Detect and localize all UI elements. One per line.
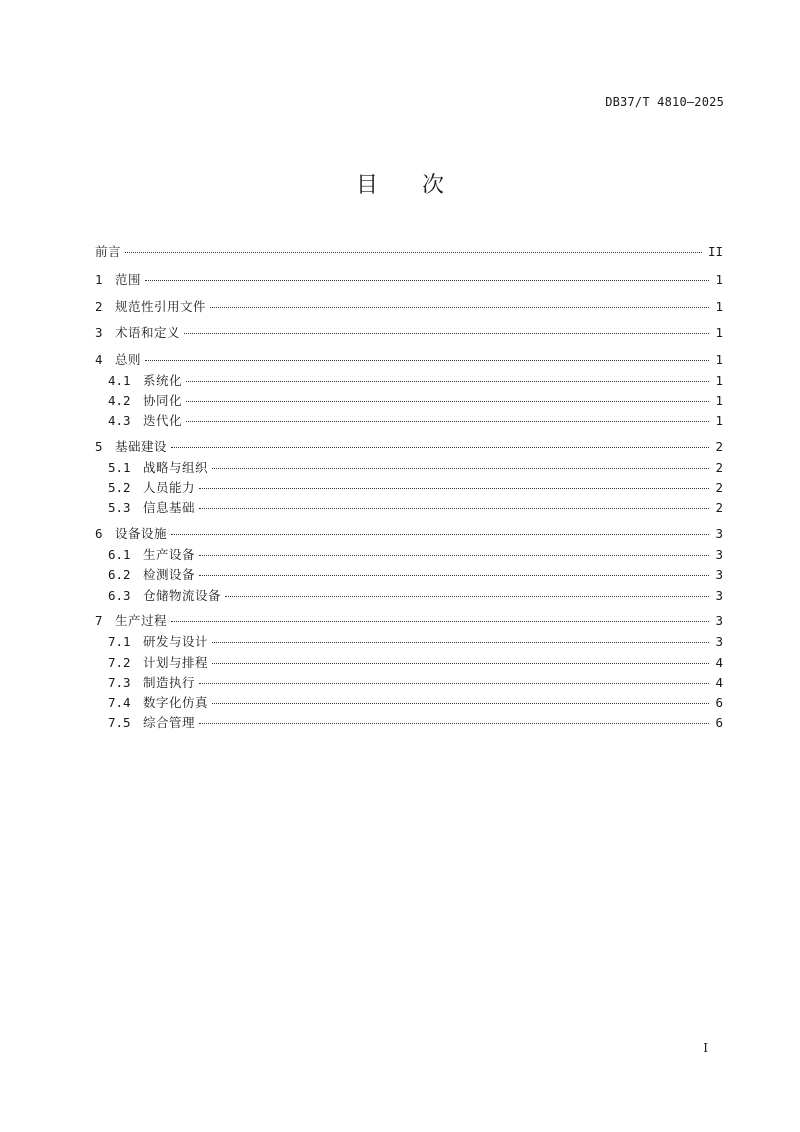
toc-entry-page: 2 <box>715 500 723 515</box>
toc-entry-page: 1 <box>715 373 723 388</box>
toc-entry-page: 3 <box>715 613 723 628</box>
toc-entry-number: 5.3 <box>108 500 131 515</box>
toc-dot-leader <box>210 307 709 308</box>
page-title-char-1: 目 <box>355 173 378 198</box>
toc-entry-label: 迭代化 <box>143 413 183 428</box>
toc-entry-1[interactable] <box>95 272 723 288</box>
toc-entry-page: 3 <box>715 567 723 582</box>
toc-entry-label: 基础建设 <box>115 439 168 454</box>
toc-entry-number: 5.2 <box>108 480 131 495</box>
toc-entry-5-3[interactable] <box>108 500 723 516</box>
toc-entry-foreword[interactable] <box>95 244 723 260</box>
toc-entry-number: 4.2 <box>108 393 131 408</box>
document-code: DB37/T 4810—2025 <box>605 95 724 109</box>
toc-entry-page: 3 <box>715 634 723 649</box>
toc-entry-5-1[interactable] <box>108 460 723 476</box>
toc-entry-page: 3 <box>715 547 723 562</box>
table-of-contents <box>95 0 723 1132</box>
toc-dot-leader <box>225 596 709 597</box>
toc-entry-label: 生产过程 <box>115 613 168 628</box>
toc-entry-number: 4 <box>95 352 103 367</box>
toc-entry-2[interactable] <box>95 299 723 315</box>
toc-entry-label: 总则 <box>115 352 142 367</box>
toc-dot-leader <box>145 280 709 281</box>
toc-dot-leader <box>171 534 709 535</box>
toc-entry-number: 7.3 <box>108 675 131 690</box>
toc-entry-page: 2 <box>715 460 723 475</box>
toc-entry-number: 6 <box>95 526 103 541</box>
toc-entry-number: 6.1 <box>108 547 131 562</box>
toc-dot-leader <box>199 723 709 724</box>
toc-entry-number: 5 <box>95 439 103 454</box>
toc-entry-number: 4.3 <box>108 413 131 428</box>
toc-entry-label: 范围 <box>115 272 142 287</box>
toc-dot-leader <box>199 555 709 556</box>
toc-entry-page: 1 <box>715 393 723 408</box>
toc-dot-leader <box>186 421 709 422</box>
toc-dot-leader <box>186 401 709 402</box>
toc-entry-label: 战略与组织 <box>143 460 209 475</box>
toc-entry-number: 7.1 <box>108 634 131 649</box>
toc-dot-leader <box>212 703 709 704</box>
toc-entry-number: 3 <box>95 325 103 340</box>
toc-entry-label: 人员能力 <box>143 480 196 495</box>
toc-entry-label: 数字化仿真 <box>143 695 209 710</box>
toc-entry-label: 协同化 <box>143 393 183 408</box>
toc-entry-7-5[interactable] <box>108 715 723 731</box>
toc-dot-leader <box>212 642 709 643</box>
toc-entry-page: 2 <box>715 480 723 495</box>
toc-entry-page: 3 <box>715 526 723 541</box>
toc-entry-number: 7 <box>95 613 103 628</box>
toc-entry-number: 5.1 <box>108 460 131 475</box>
toc-entry-label: 规范性引用文件 <box>115 299 207 314</box>
toc-entry-7-1[interactable] <box>108 634 723 650</box>
toc-entry-number: 4.1 <box>108 373 131 388</box>
toc-entry-label: 检测设备 <box>143 567 196 582</box>
toc-entry-number: 7.5 <box>108 715 131 730</box>
toc-entry-label: 信息基础 <box>143 500 196 515</box>
toc-dot-leader <box>212 468 709 469</box>
toc-dot-leader <box>199 575 709 576</box>
toc-entry-label: 综合管理 <box>143 715 196 730</box>
toc-entry-label: 系统化 <box>143 373 183 388</box>
toc-entry-4-1[interactable] <box>108 373 723 389</box>
toc-entry-label: 设备设施 <box>115 526 168 541</box>
toc-entry-label: 前言 <box>95 244 122 259</box>
toc-entry-number: 7.4 <box>108 695 131 710</box>
toc-entry-label: 生产设备 <box>143 547 196 562</box>
toc-entry-6-1[interactable] <box>108 547 723 563</box>
toc-entry-6[interactable] <box>95 526 723 542</box>
toc-entry-page: 1 <box>715 413 723 428</box>
toc-entry-page: 1 <box>715 325 723 340</box>
toc-dot-leader <box>199 488 709 489</box>
toc-entry-page: 1 <box>715 299 723 314</box>
toc-entry-number: 6.2 <box>108 567 131 582</box>
toc-dot-leader <box>199 508 709 509</box>
toc-entry-3[interactable] <box>95 325 723 341</box>
toc-entry-number: 1 <box>95 272 103 287</box>
toc-entry-6-3[interactable] <box>108 588 723 604</box>
toc-entry-7-3[interactable] <box>108 675 723 691</box>
toc-dot-leader <box>171 447 709 448</box>
footer-page-number: I <box>703 1041 708 1055</box>
toc-entry-4[interactable] <box>95 352 723 368</box>
toc-entry-5-2[interactable] <box>108 480 723 496</box>
toc-entry-page: II <box>707 244 723 259</box>
toc-entry-5[interactable] <box>95 439 723 455</box>
toc-entry-page: 2 <box>715 439 723 454</box>
toc-entry-label: 制造执行 <box>143 675 196 690</box>
toc-entry-page: 4 <box>715 655 723 670</box>
toc-entry-7[interactable] <box>95 613 723 629</box>
toc-dot-leader <box>125 252 702 253</box>
toc-entry-number: 6.3 <box>108 588 131 603</box>
toc-entry-number: 7.2 <box>108 655 131 670</box>
toc-entry-page: 6 <box>715 695 723 710</box>
toc-dot-leader <box>186 381 709 382</box>
toc-entry-7-4[interactable] <box>108 695 723 711</box>
toc-entry-4-2[interactable] <box>108 393 723 409</box>
toc-entry-4-3[interactable] <box>108 413 723 429</box>
toc-dot-leader <box>212 663 709 664</box>
toc-entry-label: 研发与设计 <box>143 634 209 649</box>
page-title-char-2: 次 <box>422 173 445 198</box>
toc-entry-page: 1 <box>715 272 723 287</box>
toc-dot-leader <box>145 360 709 361</box>
toc-dot-leader <box>171 621 709 622</box>
toc-entry-page: 4 <box>715 675 723 690</box>
toc-entry-page: 3 <box>715 588 723 603</box>
toc-dot-leader <box>184 333 709 334</box>
toc-entry-label: 术语和定义 <box>115 325 181 340</box>
toc-entry-label: 仓储物流设备 <box>143 588 222 603</box>
toc-entry-page: 6 <box>715 715 723 730</box>
toc-dot-leader <box>199 683 709 684</box>
toc-entry-7-2[interactable] <box>108 655 723 671</box>
toc-entry-6-2[interactable] <box>108 567 723 583</box>
toc-entry-page: 1 <box>715 352 723 367</box>
toc-entry-label: 计划与排程 <box>143 655 209 670</box>
toc-entry-number: 2 <box>95 299 103 314</box>
